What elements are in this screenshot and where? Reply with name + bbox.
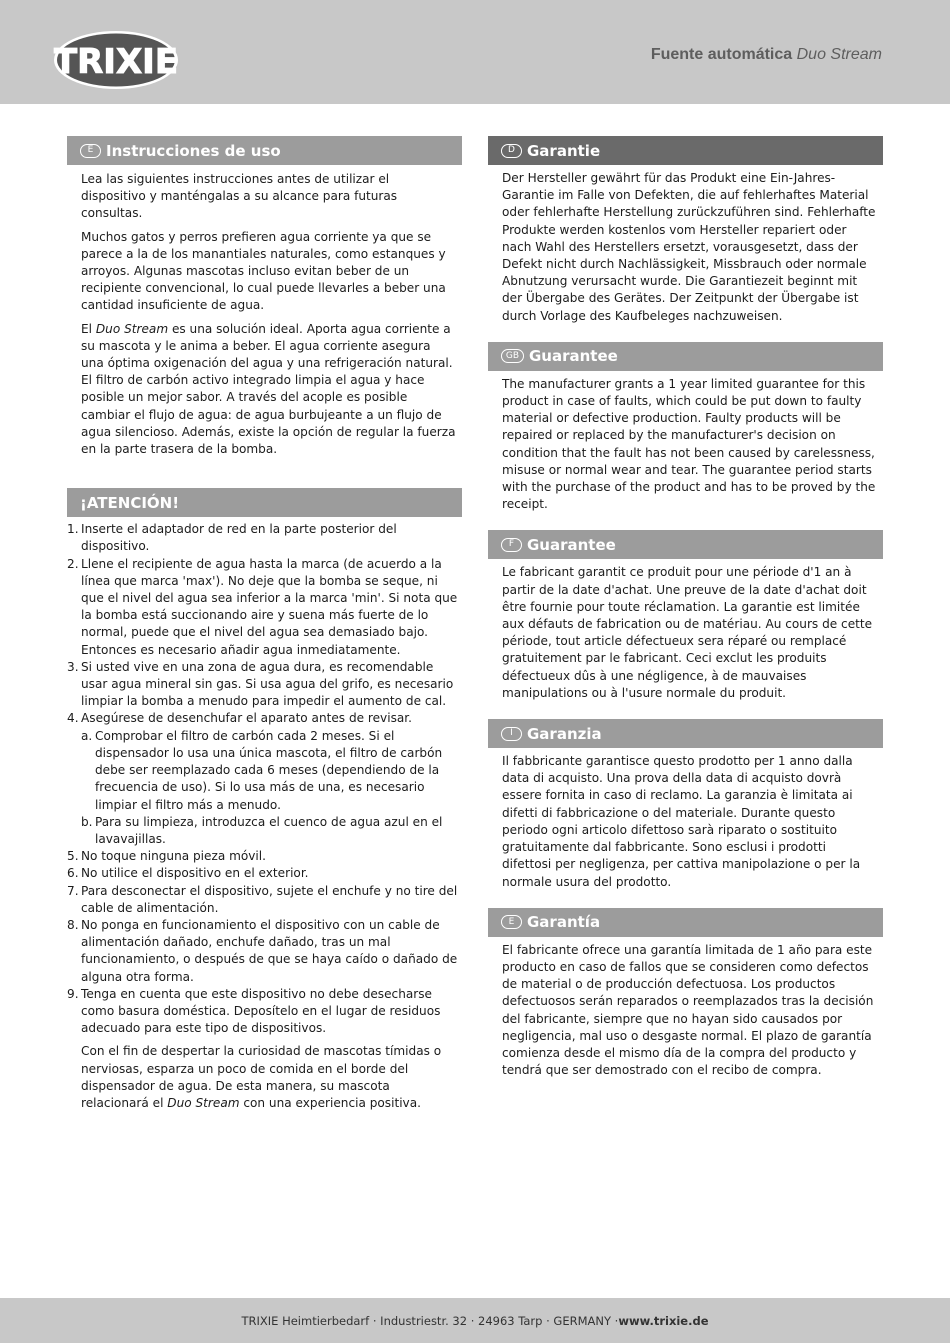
footer-address: TRIXIE Heimtierbedarf · Industriestr. 32 · 24963 Tarp · GERMANY · bbox=[241, 1313, 619, 1328]
section-header-guarantee-gb bbox=[488, 342, 883, 371]
sub-list bbox=[81, 728, 462, 848]
product-name-emphasis: Duo Stream bbox=[95, 321, 169, 336]
list-item: 8. No ponga en funcionamiento el dispositivo con un cable de alimentación dañado, enchufe dañado, tras un mal funcionamiento, o después de que se haya caído o dañado de alguna otra forma. bbox=[67, 917, 458, 984]
list-item: 1. Inserte el adaptador de red en la parte posterior del dispositivo. bbox=[67, 522, 397, 554]
language-badge-fr: F bbox=[501, 538, 522, 552]
trixie-logo bbox=[52, 24, 180, 92]
guarantee-text-de: Der Hersteller gewährt für das Produkt eine Ein-Jahres-Garantie im Falle von Defekten, die auf fehlerhaftes Material oder fehlerhafte Herstellung zurückzuführen sind. Fehlerhafte Produkte werden kostenlos vom Hersteller repariert oder nach Wahl des Herstellers ersetzt, vorausgesetzt, dass der Defekt nicht durch Nachlässigkeit, Missbrauch oder normale Abnutzung verursacht wurde. Die Garantiezeit beginnt mit der Übergabe des Gerätes. Der Zeitpunkt der Übergabe ist durch Vorlage des Kaufbeleges nachzuweisen. bbox=[502, 171, 876, 323]
paragraph: Lea las siguientes instrucciones antes de utilizar el dispositivo y manténgalas a su alcance para futuras consultas. bbox=[81, 172, 398, 221]
right-column bbox=[488, 136, 883, 1079]
sub-list-item: a. Comprobar el filtro de carbón cada 2 meses. Si el dispensador lo usa una única mascota, el filtro de carbón debe ser reemplazado cada 6 meses (dependiendo de la frecuencia de uso). Si lo usa más de una, es necesario limpiar el filtro más a menudo. bbox=[81, 728, 443, 812]
section-title: Garantía bbox=[527, 913, 601, 932]
list-item: 7. Para desconectar el dispositivo, sujete el enchufe y no tire del cable de alimentación. bbox=[67, 883, 458, 915]
section-header-guarantee-fr bbox=[488, 530, 883, 559]
paragraph: El Duo Stream es una solución ideal. Aporta agua corriente a su mascota y le anima a beber. El agua corriente asegura una óptima oxigenación del agua y una refrigeración natural. El filtro de carbón activo integrado limpia el agua y hace posible un mejor sabor. A través del acople es posible cambiar el flujo de agua: de agua burbujeante a un flujo de agua silencioso. Además, existe la opción de regular la fuerza en la parte trasera de la bomba. bbox=[81, 321, 456, 457]
left-column bbox=[67, 136, 462, 1112]
section-header-garantia-es bbox=[488, 908, 883, 937]
list-item: 3. Si usted vive en una zona de agua dura, es recomendable usar agua mineral sin gas. Si usa agua del grifo, es necesario limpiar la bomba a menudo para impedir el aumento de cal. bbox=[67, 659, 454, 709]
section-title: ¡ATENCIÓN! bbox=[80, 493, 180, 512]
footer-website-link[interactable]: www.trixie.de bbox=[618, 1313, 709, 1328]
language-badge-es: E bbox=[80, 144, 101, 158]
page-header bbox=[0, 0, 950, 104]
language-badge-gb: GB bbox=[501, 349, 524, 363]
section-header-attention bbox=[67, 488, 462, 517]
language-badge-de: D bbox=[501, 144, 522, 158]
language-badge-it: I bbox=[501, 727, 522, 741]
guarantee-text-fr: Le fabricant garantit ce produit pour une période d'1 an à partir de la date d'achat. Une preuve de la date d'achat doit être fournie pour toute réclamation. La garantie est limitée aux défauts de fabrication ou de matériau. Au cours de cette période, tout article défectueux sera réparé ou remplacé gratuitement par le fabricant. Ceci exclut les produits défectueux dûs à une négligence, à de mauvaises manipulations ou à l'usure normale du produit. bbox=[502, 565, 873, 700]
svg-text:TRIXIE: TRIXIE bbox=[53, 42, 179, 82]
attention-body bbox=[67, 521, 462, 1112]
title-product-name: Duo Stream bbox=[796, 46, 882, 63]
section-header-garantie-de bbox=[488, 136, 883, 165]
document-title bbox=[651, 46, 882, 64]
guarantee-text-es: El fabricante ofrece una garantía limitada de 1 año para este producto en caso de fallos que se consideren como defectos de material o de producción defectuosa. Los productos defectuosos serán reparados o reemplazados tras la decisión del fabricante, siempre que no hayan sido causados por negligencia, mal uso o desgaste normal. El plazo de garantía comienza desde el mismo día de la compra del producto y tendrá que ser demostrado con el recibo de compra. bbox=[502, 942, 874, 1078]
list-item: 5. No toque ninguna pieza móvil. bbox=[67, 849, 266, 864]
instructions-body bbox=[67, 171, 462, 458]
instructions-list bbox=[67, 521, 462, 1037]
section-header-instructions bbox=[67, 136, 462, 165]
page-footer bbox=[0, 1298, 950, 1343]
section-title: Garantie bbox=[527, 141, 601, 160]
list-item: 9. Tenga en cuenta que este dispositivo no debe desecharse como basura doméstica. Deposítelo en el lugar de residuos adecuado para este tipo de dispositivos. bbox=[67, 986, 441, 1036]
list-item: 2. Llene el recipiente de agua hasta la marca (de acuerdo a la línea que marca 'max'). No deje que la bomba se seque, ni que el nivel del agua sea inferior a la marca 'min'. Si nota que la bomba está succionando aire y suena más fuerte de lo normal, puede que el nivel del agua sea demasiado bajo. Entonces es necesario añadir agua inmediatamente. bbox=[67, 556, 458, 657]
title-product-type: Fuente automática bbox=[650, 46, 793, 63]
section-title: Guarantee bbox=[527, 535, 616, 554]
section-title: Instrucciones de uso bbox=[106, 141, 281, 160]
closing-paragraph: Con el fin de despertar la curiosidad de mascotas tímidas o nerviosas, esparza un poco de comida en el borde del dispensador de agua. De esta manera, su mascota relacionará el Duo Stream con una experiencia positiva. bbox=[81, 1044, 442, 1110]
sub-list-item: b. Para su limpieza, introduzca el cuenco de agua azul en el lavavajillas. bbox=[81, 814, 443, 846]
product-name-emphasis: Duo Stream bbox=[167, 1095, 240, 1110]
paragraph: Muchos gatos y perros prefieren agua corriente ya que se parece a la de los manantiales naturales, como estanques y arroyos. Algunas mascotas incluso evitan beber de un recipiente convencional, lo cual puede llevarles a beber una cantidad insuficiente de agua. bbox=[81, 229, 446, 313]
language-badge-es: E bbox=[501, 915, 522, 929]
section-title: Guarantee bbox=[529, 347, 618, 366]
list-item: 6. No utilice el dispositivo en el exterior. bbox=[67, 866, 309, 881]
guarantee-text-gb: The manufacturer grants a 1 year limited guarantee for this product in case of faults, which could be put down to faulty material or defective production. Faulty products will be repaired or replaced by the manufacturer's decision on condition that the fault has not been caused by carelessness, misuse or normal wear and tear. The guarantee period starts with the purchase of the product and has to be proved by the receipt. bbox=[502, 376, 876, 512]
list-item: 4. Asegúrese de desenchufar el aparato antes de revisar. a. Comprobar el filtro de carbón cada 2 meses. Si el dispensador lo usa una única mascota, el filtro de carbón debe ser reemplazado cada 6 meses (dependiendo de la frecuencia de uso). Si lo usa más de una, es necesario limpiar el filtro más a menudo. b. Para su limpieza, introduzca el cuenco de agua azul en el lavavajillas. bbox=[67, 710, 462, 848]
section-header-garanzia-it bbox=[488, 719, 883, 748]
guarantee-text-it: Il fabbricante garantisce questo prodotto per 1 anno dalla data di acquisto. Una prova della data di acquisto dovrà essere fornita in caso di reclamo. La garanzia è limitata ai difetti di fabbricazione o del materiale. Durante questo periodo ogni articolo difettoso sarà riparato o sostituito gratuitamente dal fabbricante. Sono esclusi i prodotti difettosi per negligenza, per cattiva manipolazione o per la normale usura del prodotto. bbox=[502, 754, 861, 889]
section-title: Garanzia bbox=[527, 724, 602, 743]
